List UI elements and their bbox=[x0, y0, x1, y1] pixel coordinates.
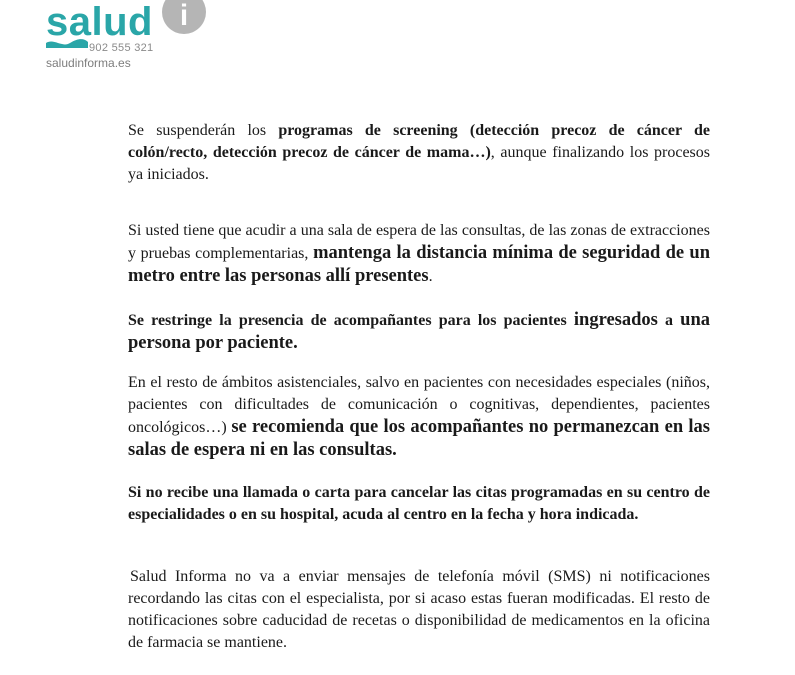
wave-icon bbox=[46, 36, 88, 48]
text-run: Si usted tiene que acudir a una sala de espera de las consultas, de las zonas de extracciones y pruebas complementarias, bbox=[128, 222, 710, 262]
paragraph-companions-recommendation bbox=[128, 372, 710, 462]
paragraph-screening bbox=[128, 120, 710, 186]
text-run: Salud Informa no va a enviar mensajes de telefonía móvil (SMS) ni notificaciones recordando las citas con el especialista, por si acaso estas fueran modificadas. El resto de notificaciones sobre caducidad de recetas o disponibilidad de medicamentos en la oficina de farmacia se mantiene. bbox=[128, 568, 710, 651]
emphasis-text-run: se recomienda que los acompañantes no permanezcan en las salas de espera ni en las consultas. bbox=[128, 417, 710, 460]
paragraph-appointments bbox=[128, 482, 710, 526]
paragraph-companions-restriction bbox=[128, 309, 710, 355]
paragraph-waiting-room-distance bbox=[128, 220, 710, 288]
logo-website: saludinforma.es bbox=[46, 56, 131, 70]
info-icon: i bbox=[162, 0, 206, 34]
emphasis-text-run: ingresados bbox=[573, 310, 658, 330]
text-run: , aunque finalizando los procesos ya iniciados. bbox=[128, 144, 710, 183]
text-run: . bbox=[428, 268, 433, 285]
bold-text-run: programas de screening (detección precoz de cáncer de colón/recto, detección precoz de cáncer de mama…) bbox=[128, 122, 710, 161]
logo-wordmark: salud bbox=[46, 0, 153, 44]
bold-text-run: Si no recibe una llamada o carta para cancelar las citas programadas en su centro de especialidades o en su hospital, acuda al centro en la fecha y hora indicada. bbox=[128, 484, 710, 523]
emphasis-text-run: una persona por paciente. bbox=[128, 310, 710, 353]
emphasis-text-run: mantenga la distancia mínima de seguridad de un metro entre las personas allí presentes bbox=[128, 243, 711, 286]
text-run: Se suspenderán los bbox=[128, 122, 279, 139]
salud-informa-logo bbox=[46, 0, 196, 72]
bold-text-run: a bbox=[657, 312, 681, 329]
paragraph-sms-notifications bbox=[128, 566, 710, 654]
logo-phone: 902 555 321 bbox=[89, 42, 154, 54]
bold-text-run: Se restringe la presencia de acompañantes para los pacientes bbox=[128, 312, 574, 329]
text-run: En el resto de ámbitos asistenciales, salvo en pacientes con necesidades especiales (niños, pacientes con dificultades de comunicación o cognitivas, dependientes, pacientes oncológicos…) bbox=[128, 374, 710, 436]
